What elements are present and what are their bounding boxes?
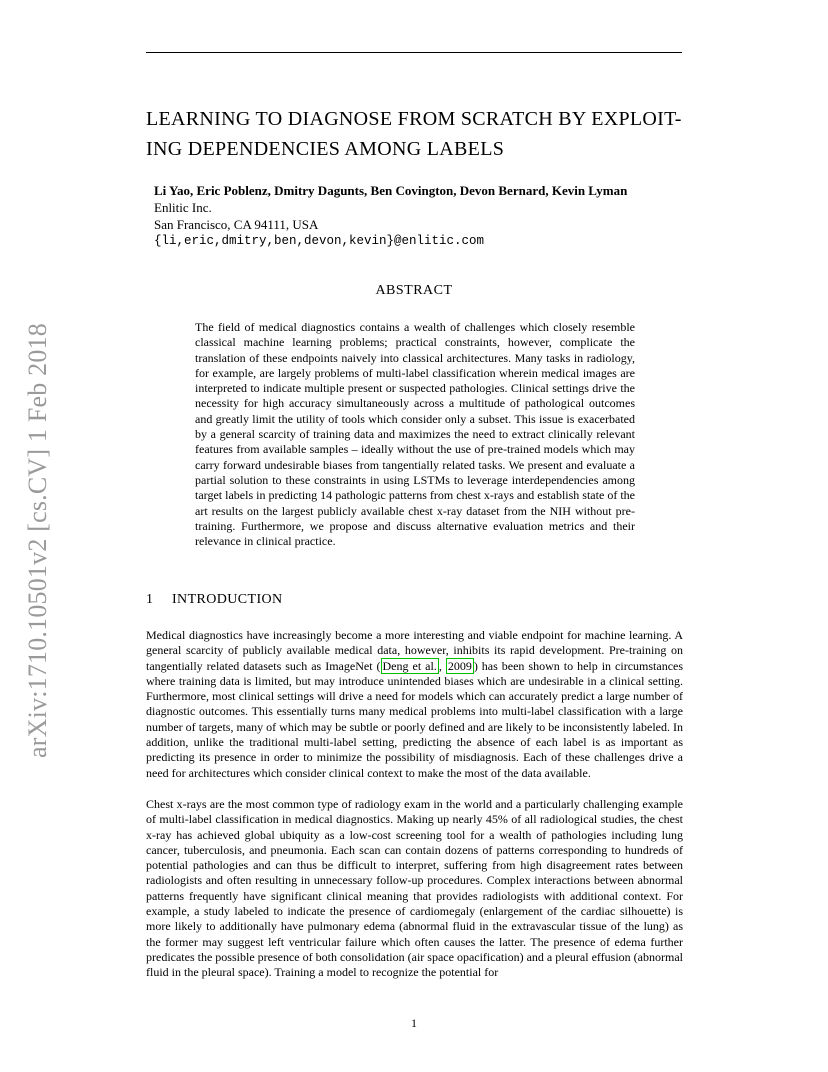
title-line-2: ING DEPENDENCIES AMONG LABELS bbox=[146, 138, 505, 160]
abstract-text: The field of medical diagnostics contains a wealth of challenges which closely resemble classical machine learning problems; practical constraints, however, complicate the translation of these endpoints naively into classical architectures. Many tasks in radiology, for example, are largely problems of multi-label classification wherein medical images are interpreted to indicate multiple present or suspected pathologies. Clinical settings drive the necessity for high accuracy simultaneously across a multitude of pathological outcomes and greatly limit the utility of tools which consider only a subset. This issue is exacerbated by a general scarcity of training data and maximizes the need to extract clinically relevant features from available samples – ideally without the use of pre-trained models which may carry forward undesirable biases from tangentially related tasks. We present and evaluate a partial solution to these constraints in using LSTMs to leverage interdependencies among target labels in predicting 14 pathologic patterns from chest x-rays and establish state of the art results on the largest publicly available chest x-ray dataset from the NIH without pre-training. Furthermore, we propose and discuss alternative evaluation metrics and their relevance in clinical practice. bbox=[195, 320, 635, 549]
section-title: INTRODUCTION bbox=[172, 592, 283, 607]
citation-separator: , bbox=[438, 658, 446, 673]
paragraph-text-continued: ) has been shown to help in circumstances where training data is limited, but may introduce unintended biases which are undesirable in a clinical setting. Furthermore, most clinical settings will drive a need for models which can accurately predict a large number of diagnostic outcomes. This essentially turns many medical problems into multi-label classification with a large number of targets, many of which may be subtle or poorly defined and are likely to be inconsistently labeled. In addition, unlike the traditional multi-label setting, predicting the absence of each label is as important as predicting its presence in order to minimize the possibility of misdiagnosis. Each of these challenges drive a need for architectures which consider clinical context to make the most of the data available. bbox=[146, 658, 684, 780]
author-affiliation: Enlitic Inc. bbox=[154, 200, 212, 215]
intro-paragraph-1 bbox=[146, 628, 683, 781]
arxiv-identifier[interactable]: arXiv:1710.10501v2 [cs.CV] 1 Feb 2018 bbox=[23, 323, 52, 758]
paragraph-text: Medical diagnostics have increasingly become a more interesting and viable endpoint for machine learning. A general scarcity of publicly available medical data, however, inhibits its rapid development. Pre-training on tangentially related datasets such as ImageNet ( bbox=[146, 628, 683, 673]
paper-title bbox=[146, 104, 706, 164]
header-rule bbox=[146, 52, 682, 53]
author-address: San Francisco, CA 94111, USA bbox=[154, 217, 319, 232]
page-number: 1 bbox=[411, 1016, 417, 1030]
citation-link-author[interactable]: Deng et al. bbox=[382, 658, 437, 673]
author-email: {li,eric,dmitry,ben,devon,kevin}@enlitic.com bbox=[154, 234, 485, 248]
title-line-1: LEARNING TO DIAGNOSE FROM SCRATCH BY EXPLOIT- bbox=[146, 108, 682, 130]
section-heading bbox=[146, 592, 682, 608]
abstract-heading: ABSTRACT bbox=[375, 283, 453, 298]
author-names: Li Yao, Eric Poblenz, Dmitry Dagunts, Ben Covington, Devon Bernard, Kevin Lyman bbox=[154, 183, 628, 198]
citation-link-year[interactable]: 2009 bbox=[447, 658, 472, 673]
section-number: 1 bbox=[146, 592, 154, 607]
intro-paragraph-2: Chest x-rays are the most common type of radiology exam in the world and a particularly challenging example of multi-label classification in medical diagnostics. Making up nearly 45% of all radiological studies, the chest x-ray has achieved global ubiquity as a low-cost screening tool for a wealth of pathologies including lung cancer, tuberculosis, and pneumonia. Each scan can contain dozens of patterns corresponding to hundreds of potential pathologies and can thus be difficult to interpret, suffering from high disagreement rates between radiologists and often resulting in unnecessary follow-up procedures. Complex interactions between abnormal patterns frequently have significant clinical meaning that provides radiologists with additional context. For example, a study labeled to indicate the presence of cardiomegaly (enlargement of the cardiac silhouette) is more likely to additionally have pulmonary edema (abnormal fluid in the extravascular tissue of the lung) as the former may suggest left ventricular failure which often causes the latter. The presence of edema further predicates the possible presence of both consolidation (air space opacification) and a pleural effusion (abnormal fluid in the pleural space). Training a model to recognize the potential for bbox=[146, 797, 683, 980]
author-block bbox=[154, 182, 694, 250]
